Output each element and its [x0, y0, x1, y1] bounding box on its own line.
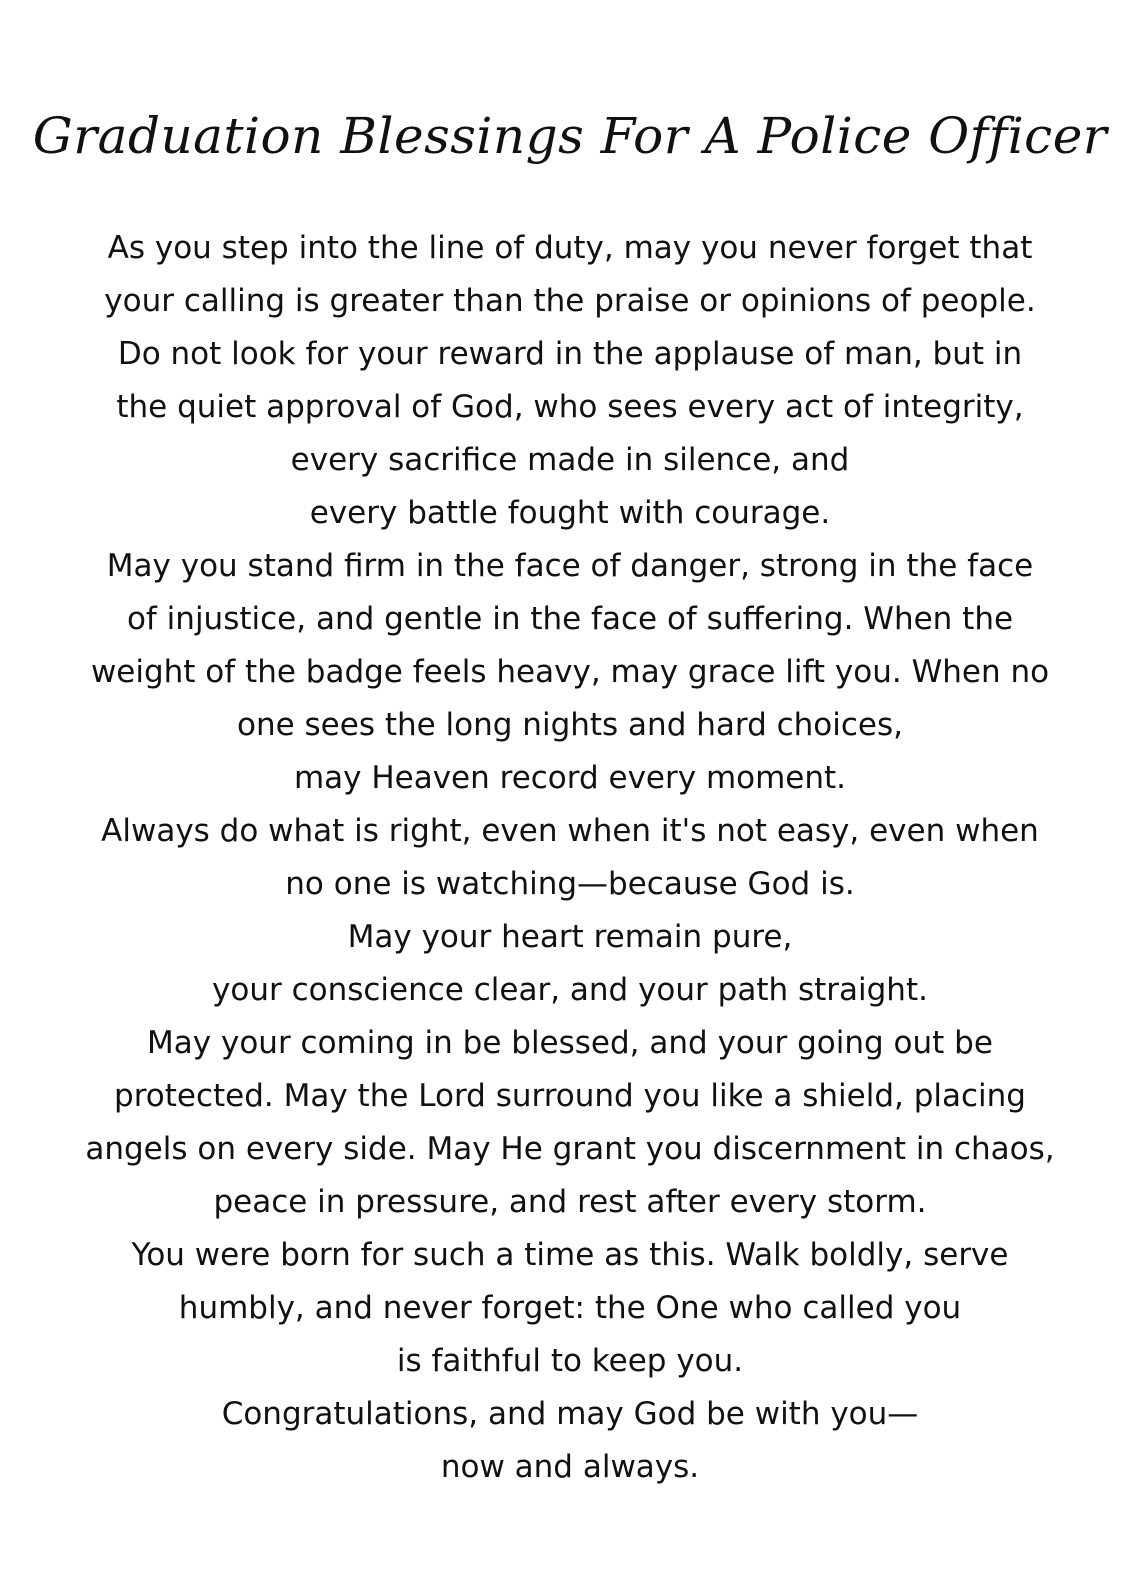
- text-line: now and always.: [440, 1449, 700, 1485]
- text-line: humbly, and never forget: the One who called you: [178, 1290, 962, 1326]
- text-line: is faithful to keep you.: [396, 1343, 744, 1379]
- text-line: angels on every side. May He grant you discernment in chaos,: [85, 1131, 1055, 1167]
- text-line: your conscience clear, and your path straight.: [212, 972, 928, 1008]
- text-line: Always do what is right, even when it's not easy, even when: [101, 813, 1039, 849]
- text-line: peace in pressure, and rest after every storm.: [213, 1184, 927, 1220]
- text-line: may Heaven record every moment.: [293, 760, 847, 796]
- text-line: As you step into the line of duty, may you never forget that: [107, 230, 1033, 266]
- text-line: of injustice, and gentle in the face of suffering. When the: [126, 601, 1014, 637]
- text-line: no one is watching—because God is.: [285, 866, 855, 902]
- text-line: every battle fought with courage.: [309, 495, 831, 531]
- text-line: your calling is greater than the praise or opinions of people.: [104, 283, 1036, 319]
- page-title: Graduation Blessings For A Police Officer: [32, 107, 1108, 165]
- text-line: May your heart remain pure,: [347, 919, 793, 955]
- text-line: You were born for such a time as this. Walk boldly, serve: [131, 1237, 1009, 1273]
- text-line: May your coming in be blessed, and your going out be: [147, 1025, 993, 1061]
- text-line: Congratulations, and may God be with you—: [221, 1396, 919, 1432]
- text-line: protected. May the Lord surround you like a shield, placing: [114, 1078, 1026, 1114]
- text-line: every sacrifice made in silence, and: [290, 442, 850, 478]
- text-line: the quiet approval of God, who sees every act of integrity,: [116, 389, 1024, 425]
- text-line: Do not look for your reward in the applause of man, but in: [117, 336, 1023, 372]
- blessing-text: [0, 222, 1140, 1494]
- text-line: May you stand firm in the face of danger, strong in the face: [106, 548, 1034, 584]
- text-line: weight of the badge feels heavy, may grace lift you. When no: [90, 654, 1050, 690]
- text-line: one sees the long nights and hard choices,: [236, 707, 903, 743]
